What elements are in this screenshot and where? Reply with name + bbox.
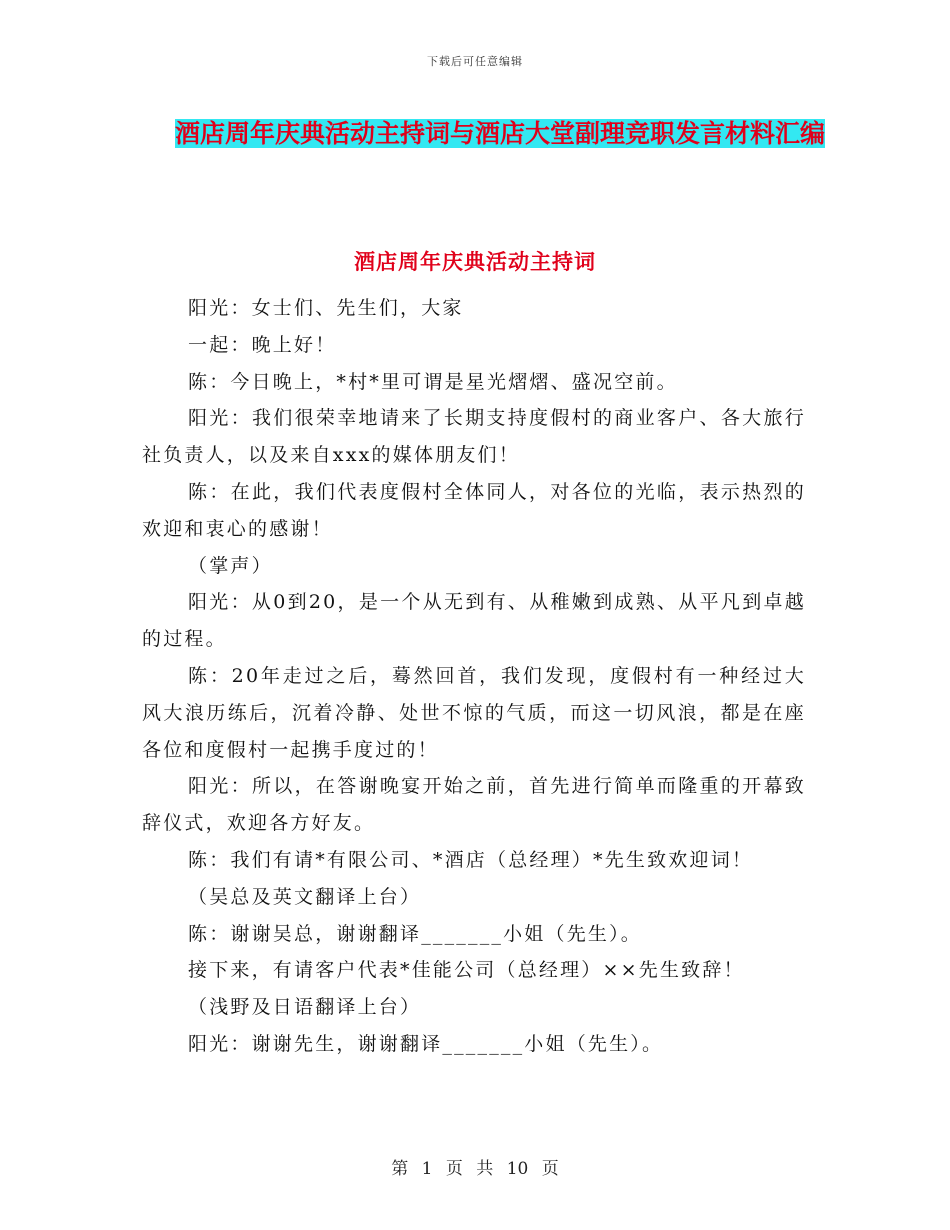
page-total: 10 <box>506 1159 529 1179</box>
paragraph: 接下来，有请客户代表*佳能公司（总经理）××先生致辞！ <box>188 959 745 982</box>
paragraph: （吴总及英文翻译上台） <box>188 885 422 908</box>
paragraph: 阳光：女士们、先生们，大家 <box>188 297 464 319</box>
paragraph: 阳光：谢谢先生，谢谢翻译_______小姐（先生）。 <box>188 1032 664 1055</box>
document-title <box>160 112 840 156</box>
page-mid: 页 <box>445 1159 463 1179</box>
paragraph: 陈：在此，我们代表度假村全体同人，对各位的光临，表示热烈的欢迎和衷心的感谢！ <box>142 480 806 540</box>
paragraph: 陈：我们有请*有限公司、*酒店（总经理）*先生致欢迎词！ <box>188 848 754 871</box>
paragraph: （浅野及日语翻译上台） <box>188 996 422 1019</box>
paragraph: 一起：晚上好！ <box>188 333 337 356</box>
paragraph: 阳光：所以，在答谢晚宴开始之前，首先进行简单而隆重的开幕致辞仪式，欢迎各方好友。 <box>142 775 806 835</box>
page-prefix: 第 <box>391 1159 409 1179</box>
paragraph: 阳光：我们很荣幸地请来了长期支持度假村的商业客户、各大旅行社负责人，以及来自xxx的媒体朋友们！ <box>142 407 806 467</box>
document-body <box>142 290 806 1063</box>
paragraph: 阳光：从0到20，是一个从无到有、从稚嫩到成熟、从平凡到卓越的过程。 <box>142 591 806 651</box>
paragraph: （掌声） <box>188 554 273 577</box>
section-title: 酒店周年庆典活动主持词 <box>354 249 596 274</box>
paragraph: 陈：谢谢吴总，谢谢翻译_______小姐（先生）。 <box>188 922 643 945</box>
page-total-prefix: 共 <box>476 1159 494 1179</box>
document-title-text: 酒店周年庆典活动主持词与酒店大堂副理竞职发言材料汇编 <box>174 119 825 148</box>
page-header-note: 下载后可任意编辑 <box>427 55 523 68</box>
page-current: 1 <box>421 1159 433 1179</box>
paragraph: 陈：20年走过之后，蓦然回首，我们发现，度假村有一种经过大风大浪历练后，沉着冷静、处世不惊的气质，而这一切风浪，都是在座各位和度假村一起携手度过的！ <box>142 664 806 761</box>
page-suffix: 页 <box>541 1159 559 1179</box>
paragraph: 陈：今日晚上，*村*里可谓是星光熠熠、盛况空前。 <box>188 370 678 393</box>
page-number-footer <box>0 1154 950 1179</box>
